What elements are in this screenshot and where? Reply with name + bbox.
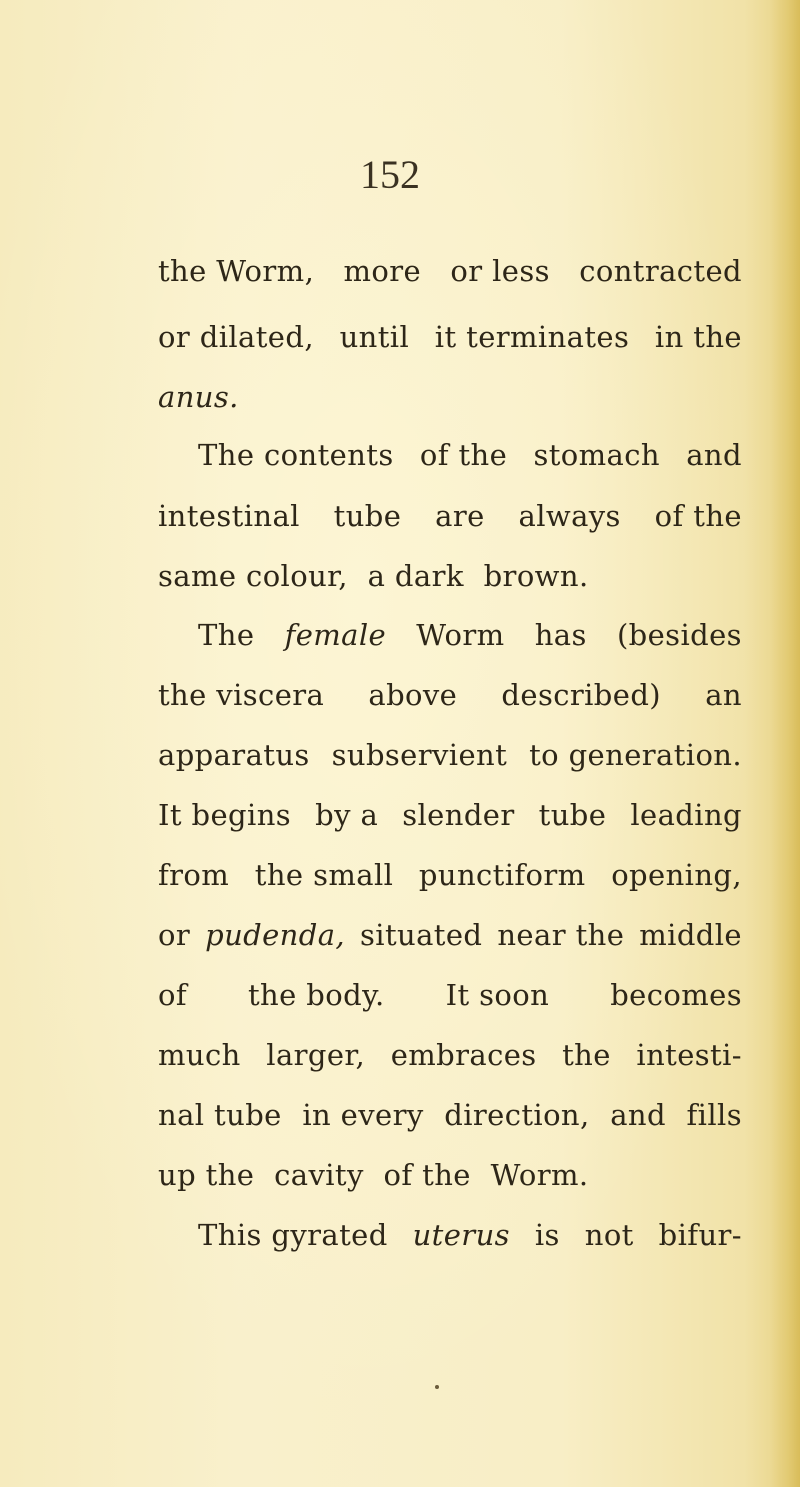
text-segment: of the xyxy=(654,499,742,533)
text-segment: from xyxy=(158,858,230,892)
text-segment: of the xyxy=(419,438,508,472)
text-segment: It begins xyxy=(158,798,292,832)
italic-term-anus: anus. xyxy=(158,380,239,414)
text-segment: always xyxy=(518,499,621,533)
text-segment: or less xyxy=(450,254,550,288)
italic-term-uterus: uterus xyxy=(412,1218,510,1252)
text-segment: and xyxy=(610,1098,666,1132)
text-segment: the Worm, xyxy=(158,254,315,288)
text-segment: in every xyxy=(302,1098,424,1132)
text-segment: nal tube xyxy=(158,1098,282,1132)
text-segment: tube xyxy=(333,499,402,533)
text-segment: the xyxy=(562,1038,611,1072)
text-line xyxy=(158,556,589,596)
text-line xyxy=(158,377,239,417)
text-segment: leading xyxy=(630,798,742,832)
text-segment: in the xyxy=(654,320,742,354)
text-segment: This gyrated xyxy=(198,1218,388,1252)
text-segment: Worm xyxy=(416,618,505,652)
text-segment: punctiform xyxy=(418,858,586,892)
text-line xyxy=(158,975,742,1015)
text-line xyxy=(158,317,742,357)
text-segment: an xyxy=(705,678,742,712)
text-segment: apparatus xyxy=(158,738,310,772)
text-segment: bifur- xyxy=(658,1218,742,1252)
text-segment: the viscera xyxy=(158,678,325,712)
text-segment: contracted xyxy=(579,254,742,288)
text-segment: slender xyxy=(402,798,515,832)
text-line xyxy=(158,915,742,955)
text-segment: opening, xyxy=(611,858,742,892)
text-line xyxy=(158,735,742,775)
text-segment: It soon xyxy=(445,978,550,1012)
text-line xyxy=(158,1095,742,1135)
text-line xyxy=(158,1155,589,1195)
text-line xyxy=(158,251,742,291)
text-segment: subservient xyxy=(331,738,508,772)
text-segment: up the xyxy=(158,1158,255,1192)
text-segment: near the xyxy=(497,918,625,952)
text-segment: intestinal xyxy=(158,499,300,533)
text-line xyxy=(158,496,742,536)
text-line xyxy=(158,675,742,715)
text-segment: described) xyxy=(501,678,662,712)
text-segment: of the xyxy=(383,1158,471,1192)
paragraph-start-line xyxy=(198,435,742,475)
text-segment: same colour, xyxy=(158,559,348,593)
italic-term-pudenda: pudenda, xyxy=(205,918,346,952)
italic-term-female: female xyxy=(284,618,387,652)
text-segment: a dark xyxy=(367,559,464,593)
text-segment: brown. xyxy=(483,559,589,593)
text-segment: tube xyxy=(538,798,607,832)
text-segment: has xyxy=(534,618,587,652)
text-segment: until xyxy=(339,320,410,354)
text-segment: to generation. xyxy=(529,738,742,772)
text-segment: The contents xyxy=(198,438,394,472)
text-segment: fills xyxy=(686,1098,742,1132)
text-segment: not xyxy=(584,1218,634,1252)
text-line xyxy=(158,795,742,835)
text-segment: more xyxy=(343,254,422,288)
text-line xyxy=(158,1035,742,1075)
text-segment: by a xyxy=(315,798,379,832)
text-segment: intesti- xyxy=(636,1038,742,1072)
text-segment: are xyxy=(435,499,485,533)
ink-speck xyxy=(435,1385,439,1389)
text-segment: stomach xyxy=(533,438,660,472)
paragraph-start-line xyxy=(198,1215,742,1255)
text-segment: and xyxy=(686,438,742,472)
page-number: 152 xyxy=(360,152,420,197)
text-segment: or xyxy=(158,918,191,952)
text-segment: becomes xyxy=(610,978,742,1012)
text-segment: middle xyxy=(639,918,742,952)
text-segment: The xyxy=(198,618,255,652)
text-segment: or dilated, xyxy=(158,320,314,354)
text-segment: above xyxy=(368,678,458,712)
text-segment: embraces xyxy=(390,1038,537,1072)
text-line xyxy=(158,855,742,895)
paragraph-start-line xyxy=(198,615,742,655)
text-segment: much xyxy=(158,1038,241,1072)
text-segment: the body. xyxy=(247,978,385,1012)
text-segment: cavity xyxy=(274,1158,364,1192)
text-segment: direction, xyxy=(444,1098,590,1132)
text-segment: of xyxy=(158,978,187,1012)
text-segment: is xyxy=(534,1218,560,1252)
page-edge-shading xyxy=(770,0,800,1487)
text-segment: situated xyxy=(360,918,483,952)
text-segment: larger, xyxy=(266,1038,366,1072)
text-segment: Worm. xyxy=(490,1158,589,1192)
text-segment: it terminates xyxy=(434,320,630,354)
text-segment: the small xyxy=(254,858,394,892)
text-segment: (besides xyxy=(616,618,742,652)
